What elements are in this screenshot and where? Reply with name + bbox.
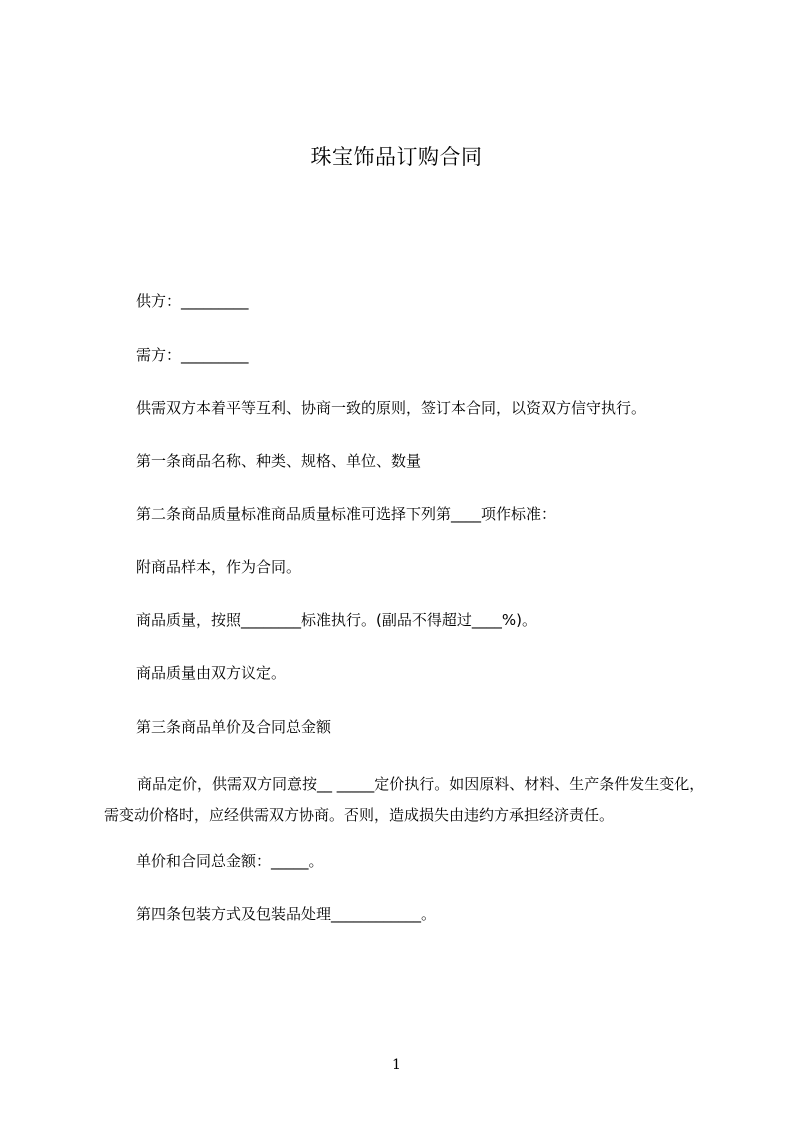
article-2-item-sample: 附商品样本，作为合同。	[136, 558, 302, 576]
article-2-item-agreed: 商品质量由双方议定。	[136, 664, 287, 682]
buyer-line: 需方：_________	[136, 346, 249, 364]
article-4-heading: 第四条包装方式及包装品处理____________。	[136, 905, 437, 923]
article-2-item-standard: 商品质量，按照________标准执行。(副品不得超过____%)。	[136, 611, 537, 629]
supplier-line: 供方：_________	[136, 292, 249, 310]
preamble-paragraph: 供需双方本着平等互利、协商一致的原则，签订本合同，以资双方信守执行。	[136, 399, 647, 417]
article-3-heading: 第三条商品单价及合同总金额	[136, 718, 332, 736]
article-1-heading: 第一条商品名称、种类、规格、单位、数量	[136, 452, 422, 470]
document-title: 珠宝饰品订购合同	[310, 145, 483, 169]
page-number: 1	[392, 1057, 401, 1073]
total-amount-line: 单价和合同总金额：_____。	[136, 852, 324, 870]
article-3-pricing-paragraph: 商品定价，供需双方同意按__ _____定价执行。如因原料、材料、生产条件发生变化，需变动价格时，应经供需双方协商。否则，造成损失由违约方承担经济责任。	[104, 775, 705, 824]
article-2-heading: 第二条商品质量标准商品质量标准可选择下列第____项作标准：	[136, 505, 557, 523]
